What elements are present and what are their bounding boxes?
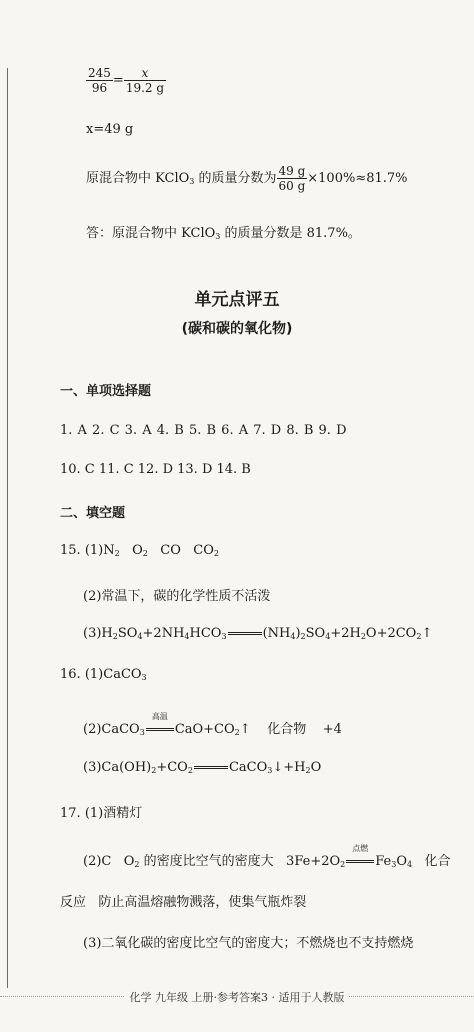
reaction-condition: 高温 <box>145 722 175 737</box>
q17-part2: (2)C $O_2$ 的密度比空气的密度大 $3Fe+2O_2$ 点燃 $Fe_3O_4$ 化合 <box>83 844 451 869</box>
unit-subtitle: (碳和碳的氧化物) <box>181 321 293 337</box>
q17-part1: 17. (1)酒精灯 <box>60 806 143 821</box>
ratio-equation: $\frac{245}{96}$ = $\frac{x}{19.2 g}$ <box>88 66 165 95</box>
page-footer: 化学 九年级 上册·参考答案3 · 适用于人教版 <box>0 989 474 1005</box>
choice-answers-line-2: 10. C 11. C 12. D 13. D 14. B <box>60 462 251 477</box>
reaction-equals-sign <box>228 632 262 635</box>
choice-answers-line-1: 1. A 2. C 3. A 4. B 5. B 6. A 7. D 8. B 9. D <box>60 423 347 438</box>
margin-line <box>7 68 8 988</box>
x-result: x=49 g <box>86 122 134 137</box>
reaction-equals-sign <box>194 766 228 769</box>
q16-part1: 16. (1)CaCO$_3$ <box>60 667 147 682</box>
gas-arrow-icon: ↑ <box>421 626 433 641</box>
q17-part2-continued: 反应 防止高温熔融物溅落，使集气瓶炸裂 <box>60 895 307 910</box>
section-heading-fill: 二、填空题 <box>60 506 126 521</box>
q16-part3-equation: $(3)Ca(OH)_2+CO_2$ $CaCO_3↓+H_2O$ <box>83 760 322 775</box>
answer-line: 答：原混合物中 KClO$_3$ 的质量分数是 81.7%。 <box>86 226 361 241</box>
mass-fraction-line: 原混合物中 KClO$_3$ 的质量分数为 $\frac{49 g}{60 g}$ ×100%≈81.7% <box>86 164 408 193</box>
section-heading-choice: 一、单项选择题 <box>60 384 152 399</box>
q17-part3: (3)二氧化碳的密度比空气的密度大；不燃烧也不支持燃烧 <box>83 936 414 951</box>
fraction-49g-60g: $\frac{49 g}{60 g}$ <box>278 164 306 193</box>
fraction-245-96: $\frac{245}{96}$ <box>88 66 111 95</box>
reaction-condition: 点燃 <box>345 854 375 869</box>
q16-part2-equation: (2)CaCO$_3$ 高温 $CaO+CO_2↑$ 化合物 +4 <box>83 712 342 737</box>
q15-part1: 15. $(1)N_2$ $O_2$ CO $CO_2$ <box>60 543 219 558</box>
q15-part3-equation: $(3)H_2SO_4+2NH_4HCO_3$ $(NH_4)_2SO_4+2H_2O+2CO_2↑$ <box>83 626 433 641</box>
fraction-x-19-2g: $\frac{x}{19.2 g}$ <box>125 66 165 95</box>
q15-part2: (2)常温下，碳的化学性质不活泼 <box>83 589 271 604</box>
unit-title: 单元点评五 <box>194 290 280 310</box>
